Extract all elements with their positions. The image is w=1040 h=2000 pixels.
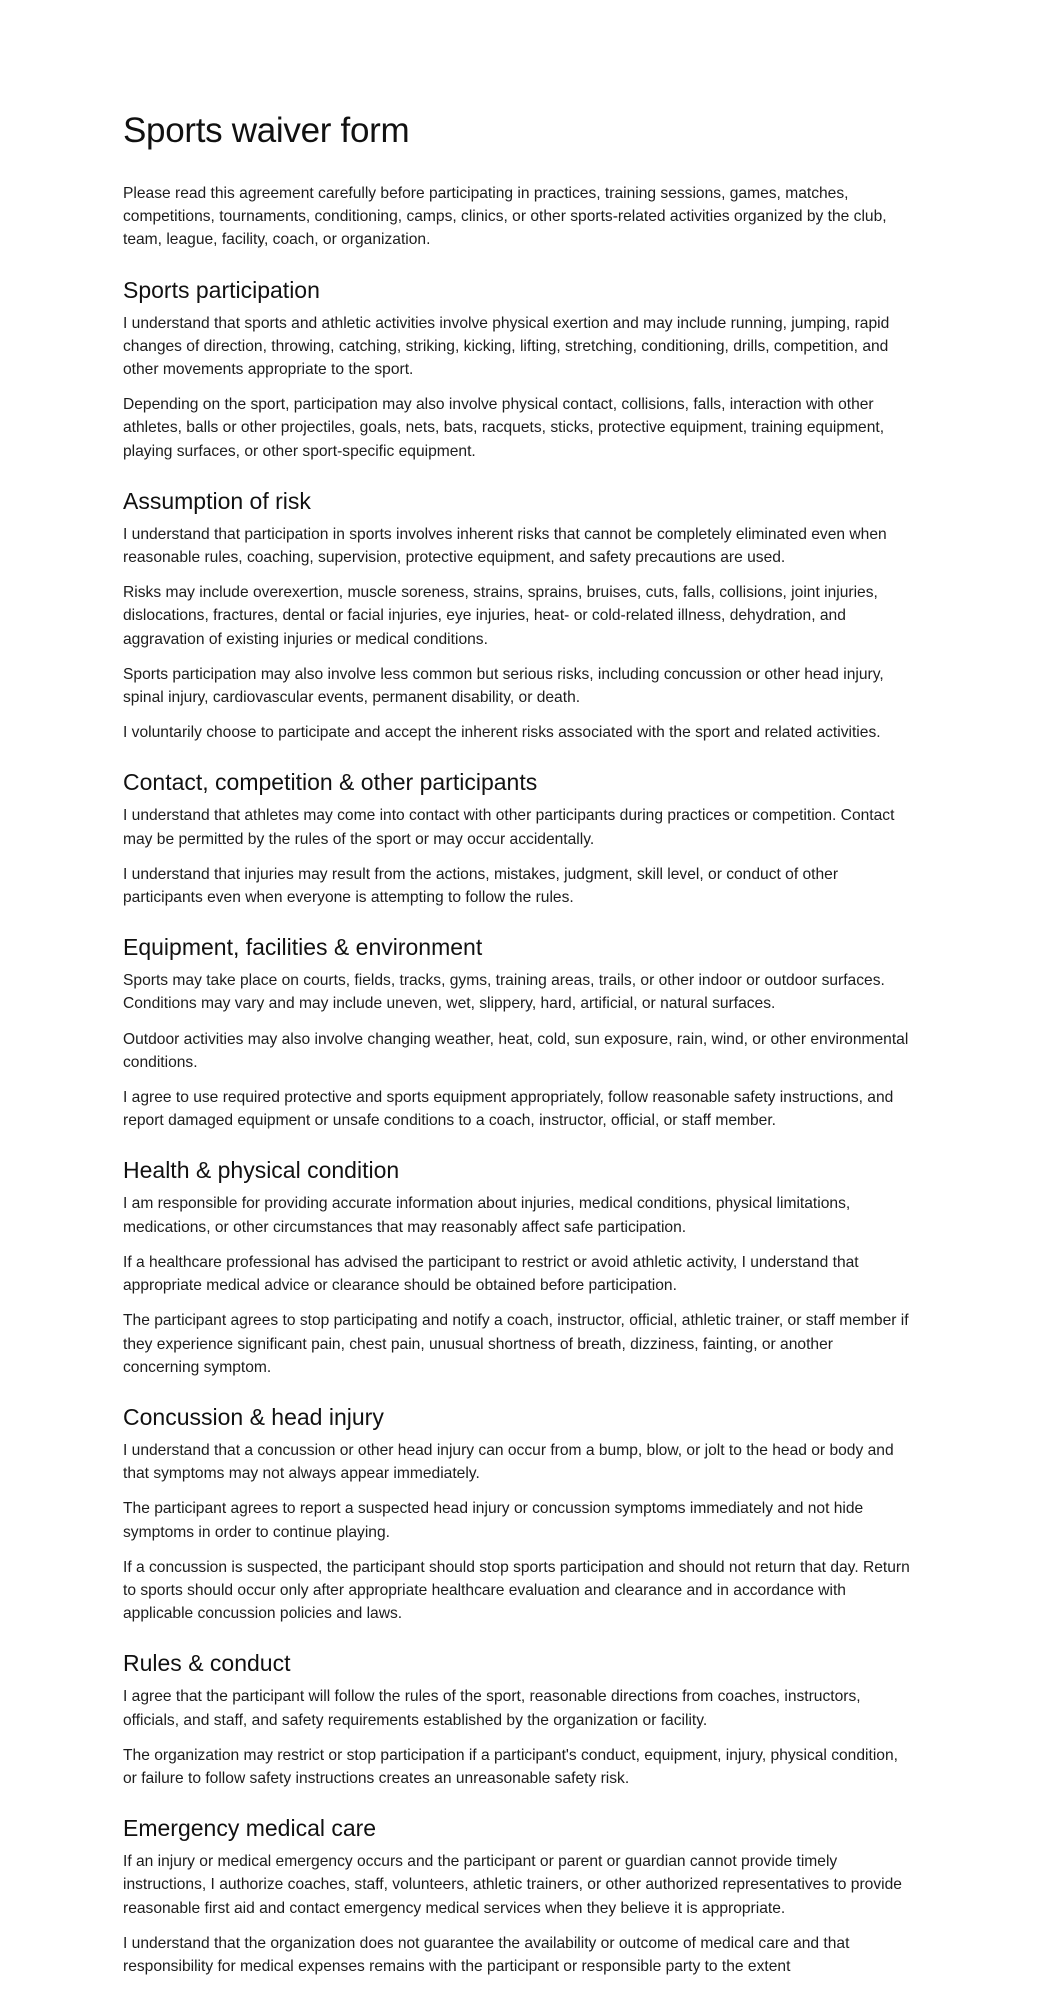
section-paragraph: I understand that the organization does not guarantee the availability or outcome of medical care and that responsibility for medical expenses remains with the participant or responsible party to the extent — [123, 1934, 850, 1975]
section-paragraph: I agree that the participant will follow the rules of the sport, reasonable directions from coaches, instructors, officials, and staff, and safety requirements established by the organization or facility. — [123, 1688, 861, 1729]
section-paragraph: I understand that injuries may result from the actions, mistakes, judgment, skill level, or conduct of other participants even when everyone is attempting to follow the rules. — [123, 865, 839, 907]
section-heading: Concussion & head injury — [123, 1403, 384, 1430]
section-heading: Sports participation — [123, 276, 320, 303]
section-heading: Contact, competition & other participants — [123, 769, 538, 796]
section-concussion-and-head-injury — [123, 1401, 913, 1625]
section-paragraph: I am responsible for providing accurate information about injuries, medical conditions, physical limitations, medications, or other circumstances that may reasonably affect safe participation. — [123, 1195, 851, 1236]
section-paragraph: I understand that a concussion or other head injury can occur from a bump, blow, or jolt to the head or body and that symptoms may not always appear immediately. — [123, 1441, 894, 1483]
section-paragraph: The organization may restrict or stop participation if a participant's conduct, equipment, injury, physical condition, or failure to follow safety instructions creates an unreasonable safety risk. — [123, 1746, 898, 1787]
section-equipment-facilities-and-environment — [123, 931, 913, 1132]
section-paragraph: I understand that participation in sports involves inherent risks that cannot be completely eliminated even when reasonable rules, coaching, supervision, protective equipment, and safety precautions are used. — [123, 525, 887, 567]
intro-paragraph: Please read this agreement carefully before participating in practices, training sessions, games, matches, competitions, tournaments, conditioning, camps, clinics, or other sports-related activities organized by the club, team, league, facility, coach, or organization. — [123, 185, 887, 249]
section-heading: Equipment, facilities & environment — [123, 934, 483, 961]
section-assumption-of-risk — [123, 485, 913, 745]
section-paragraph: I agree to use required protective and sports equipment appropriately, follow reasonable safety instructions, and report damaged equipment or unsafe conditions to a coach, instructor, official, or staff member. — [123, 1089, 894, 1130]
section-paragraph: Sports may take place on courts, fields, tracks, gyms, training areas, trails, or other indoor or outdoor surfaces. Conditions may vary and may include uneven, wet, slippery, hard, artificial, or natural surfaces. — [123, 972, 885, 1013]
waiver-sections — [123, 274, 913, 1979]
section-paragraph: Sports participation may also involve less common but serious risks, including concussion or other head injury, spinal injury, cardiovascular events, permanent disability, or death. — [123, 665, 884, 707]
section-paragraph: Risks may include overexertion, muscle soreness, strains, sprains, bruises, cuts, falls, collisions, joint injuries, dislocations, fractures, dental or facial injuries, eye injuries, heat- or cold-related illness, dehydration, and aggravation of existing injuries or medical conditions. — [123, 584, 878, 648]
section-contact-competition-and-other-participants — [123, 766, 913, 909]
section-paragraph: I understand that athletes may come into contact with other participants during practices or competition. Contact may be permitted by the rules of the sport or may occur accidentally. — [123, 807, 895, 848]
waiver-document — [123, 110, 913, 1990]
section-paragraph: Outdoor activities may also involve changing weather, heat, cold, sun exposure, rain, wind, or other environmental conditions. — [123, 1030, 909, 1071]
page-title: Sports waiver form — [123, 111, 410, 150]
section-heading: Assumption of risk — [123, 487, 311, 514]
section-paragraph: The participant agrees to report a suspected head injury or concussion symptoms immediately and not hide symptoms in order to continue playing. — [123, 1500, 864, 1541]
section-heading: Emergency medical care — [123, 1815, 377, 1842]
section-health-and-physical-condition — [123, 1154, 913, 1378]
section-paragraph: Depending on the sport, participation may also involve physical contact, collisions, falls, interaction with other athletes, balls or other projectiles, goals, nets, bats, racquets, sticks, protective equipment, training equipment, playing surfaces, or other sport-specific equipment. — [123, 396, 885, 460]
section-heading: Rules & conduct — [123, 1650, 291, 1677]
section-rules-and-conduct — [123, 1647, 913, 1790]
section-paragraph: If a concussion is suspected, the participant should stop sports participation and should not return that day. Return to sports should occur only after appropriate healthcare evaluation and clearance and in accordance with applicable concussion policies and laws. — [123, 1558, 910, 1623]
section-emergency-medical-care — [123, 1812, 913, 1978]
section-paragraph: If a healthcare professional has advised the participant to restrict or avoid athletic activity, I understand that appropriate medical advice or clearance should be obtained before participation. — [123, 1253, 859, 1295]
section-paragraph: The participant agrees to stop participating and notify a coach, instructor, official, athletic trainer, or staff member if they experience significant pain, chest pain, unusual shortness of breath, dizziness, fainting, or another concerning symptom. — [123, 1312, 909, 1376]
section-heading: Health & physical condition — [123, 1157, 400, 1184]
section-paragraph: I voluntarily choose to participate and accept the inherent risks associated with the sport and related activities. — [123, 724, 881, 742]
section-paragraph: I understand that sports and athletic activities involve physical exertion and may include running, jumping, rapid changes of direction, throwing, catching, striking, kicking, lifting, stretching, conditioning, drills, competition, and other movements appropriate to the sport. — [123, 314, 890, 379]
section-paragraph: If an injury or medical emergency occurs and the participant or parent or guardian cannot provide timely instructions, I authorize coaches, staff, volunteers, athletic trainers, or other authorized representatives to provide reasonable first aid and contact emergency medical services when they believe it is appropriate. — [123, 1853, 902, 1917]
section-sports-participation — [123, 274, 913, 463]
